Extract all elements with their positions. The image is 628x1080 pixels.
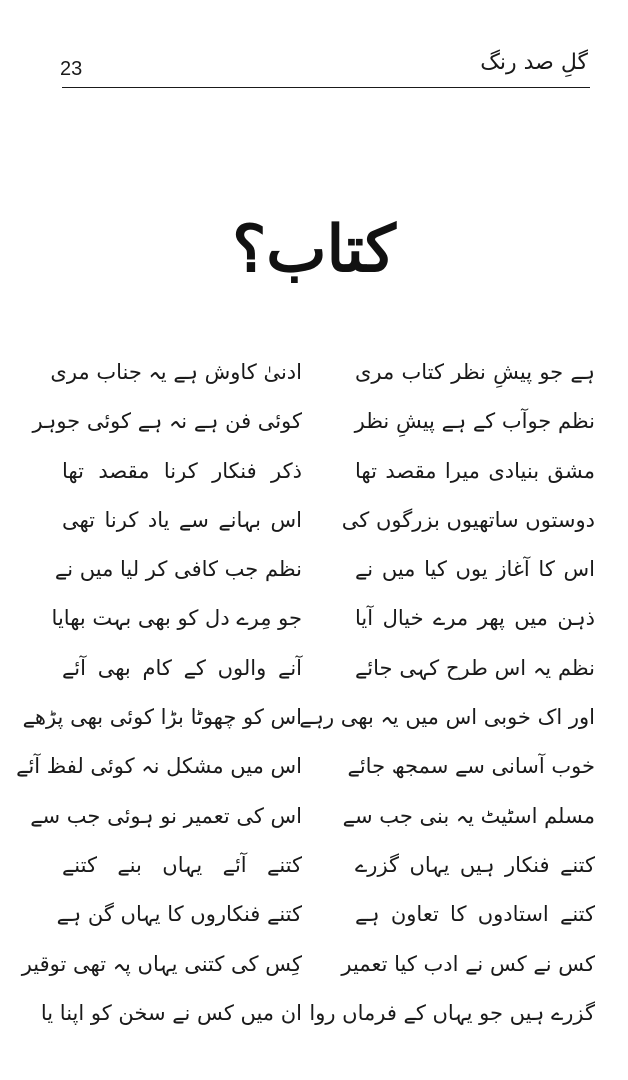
verse-line: نظم جب کافی کر لیا میں نے [54,557,302,582]
verse-line: کتنے فنکاروں کا یہاں گن ہے [56,902,302,927]
verse-line: جو مِرے دل کو بھی بہت بھایا [51,606,302,631]
verse-line: اس میں مشکل نہ کوئی لفظ آئے [16,754,302,779]
page-number: 23 [60,58,83,80]
verse-line: ذہن میں پھر مرے خیال آیا [355,606,595,631]
verse-line: ان میں کس نے سخن کو اپنا یا [40,1000,302,1025]
verse-line: کوئی فن ہے نہ ہے کوئی جوہر [32,409,302,434]
verse-line: اس بہانے سے یاد کرنا تھی [62,507,302,532]
verse-line: کتنے استادوں کا تعاون ہے [355,902,595,927]
verse-line: اور اک خوبی اس میں یہ بھی رہے [299,705,595,730]
verse-line: دوستوں ساتھیوں بزرگوں کی [341,507,595,532]
verse-line: نظم جوآب کے ہے پیشِ نظر [354,409,595,434]
verse-line: ادنیٰ کاوش ہے یہ جناب مری [50,360,302,384]
verse-line: نظم یہ اس طرح کہی جائے [355,655,595,680]
verse-line: کس نے کس نے ادب کیا تعمیر [341,951,595,976]
verse-line: خوب آسانی سے سمجھ جائے [347,754,595,779]
header-rule [62,87,590,88]
verse-line: اس کی تعمیر نو ہوئی جب سے [30,803,302,828]
poem-right-column [299,352,595,1042]
poem-title: کتاب؟ [232,212,396,287]
verse-line: گزرے ہیں جو یہاں کے فرماں روا [309,1000,595,1025]
verse-line: ذکر فنکار کرنا مقصد تھا [62,458,302,483]
verse-line: کِس کی کتنی یہاں پہ تھی توقیر [21,951,302,976]
verse-line: آنے والوں کے کام بھی آئے [62,655,302,680]
running-head-book-title: گلِ صد رنگ [480,50,588,75]
verse-line: مسلم اسٹیٹ یہ بنی جب سے [342,803,595,828]
verse-line: اس کا آغاز یوں کیا میں نے [355,557,595,582]
verse-line: کتنے آئے یہاں بنے کتنے [62,852,302,877]
poem-left-column [16,352,302,1042]
verse-line: ہے جو پیشِ نظر کتاب مری [355,360,595,384]
verse-line: کتنے فنکار ہیں یہاں گزرے [355,852,595,877]
verse-line: اس کو چھوٹا بڑا کوئی بھی پڑھے [22,705,302,730]
verse-line: مشق بنیادی میرا مقصد تھا [355,458,595,483]
